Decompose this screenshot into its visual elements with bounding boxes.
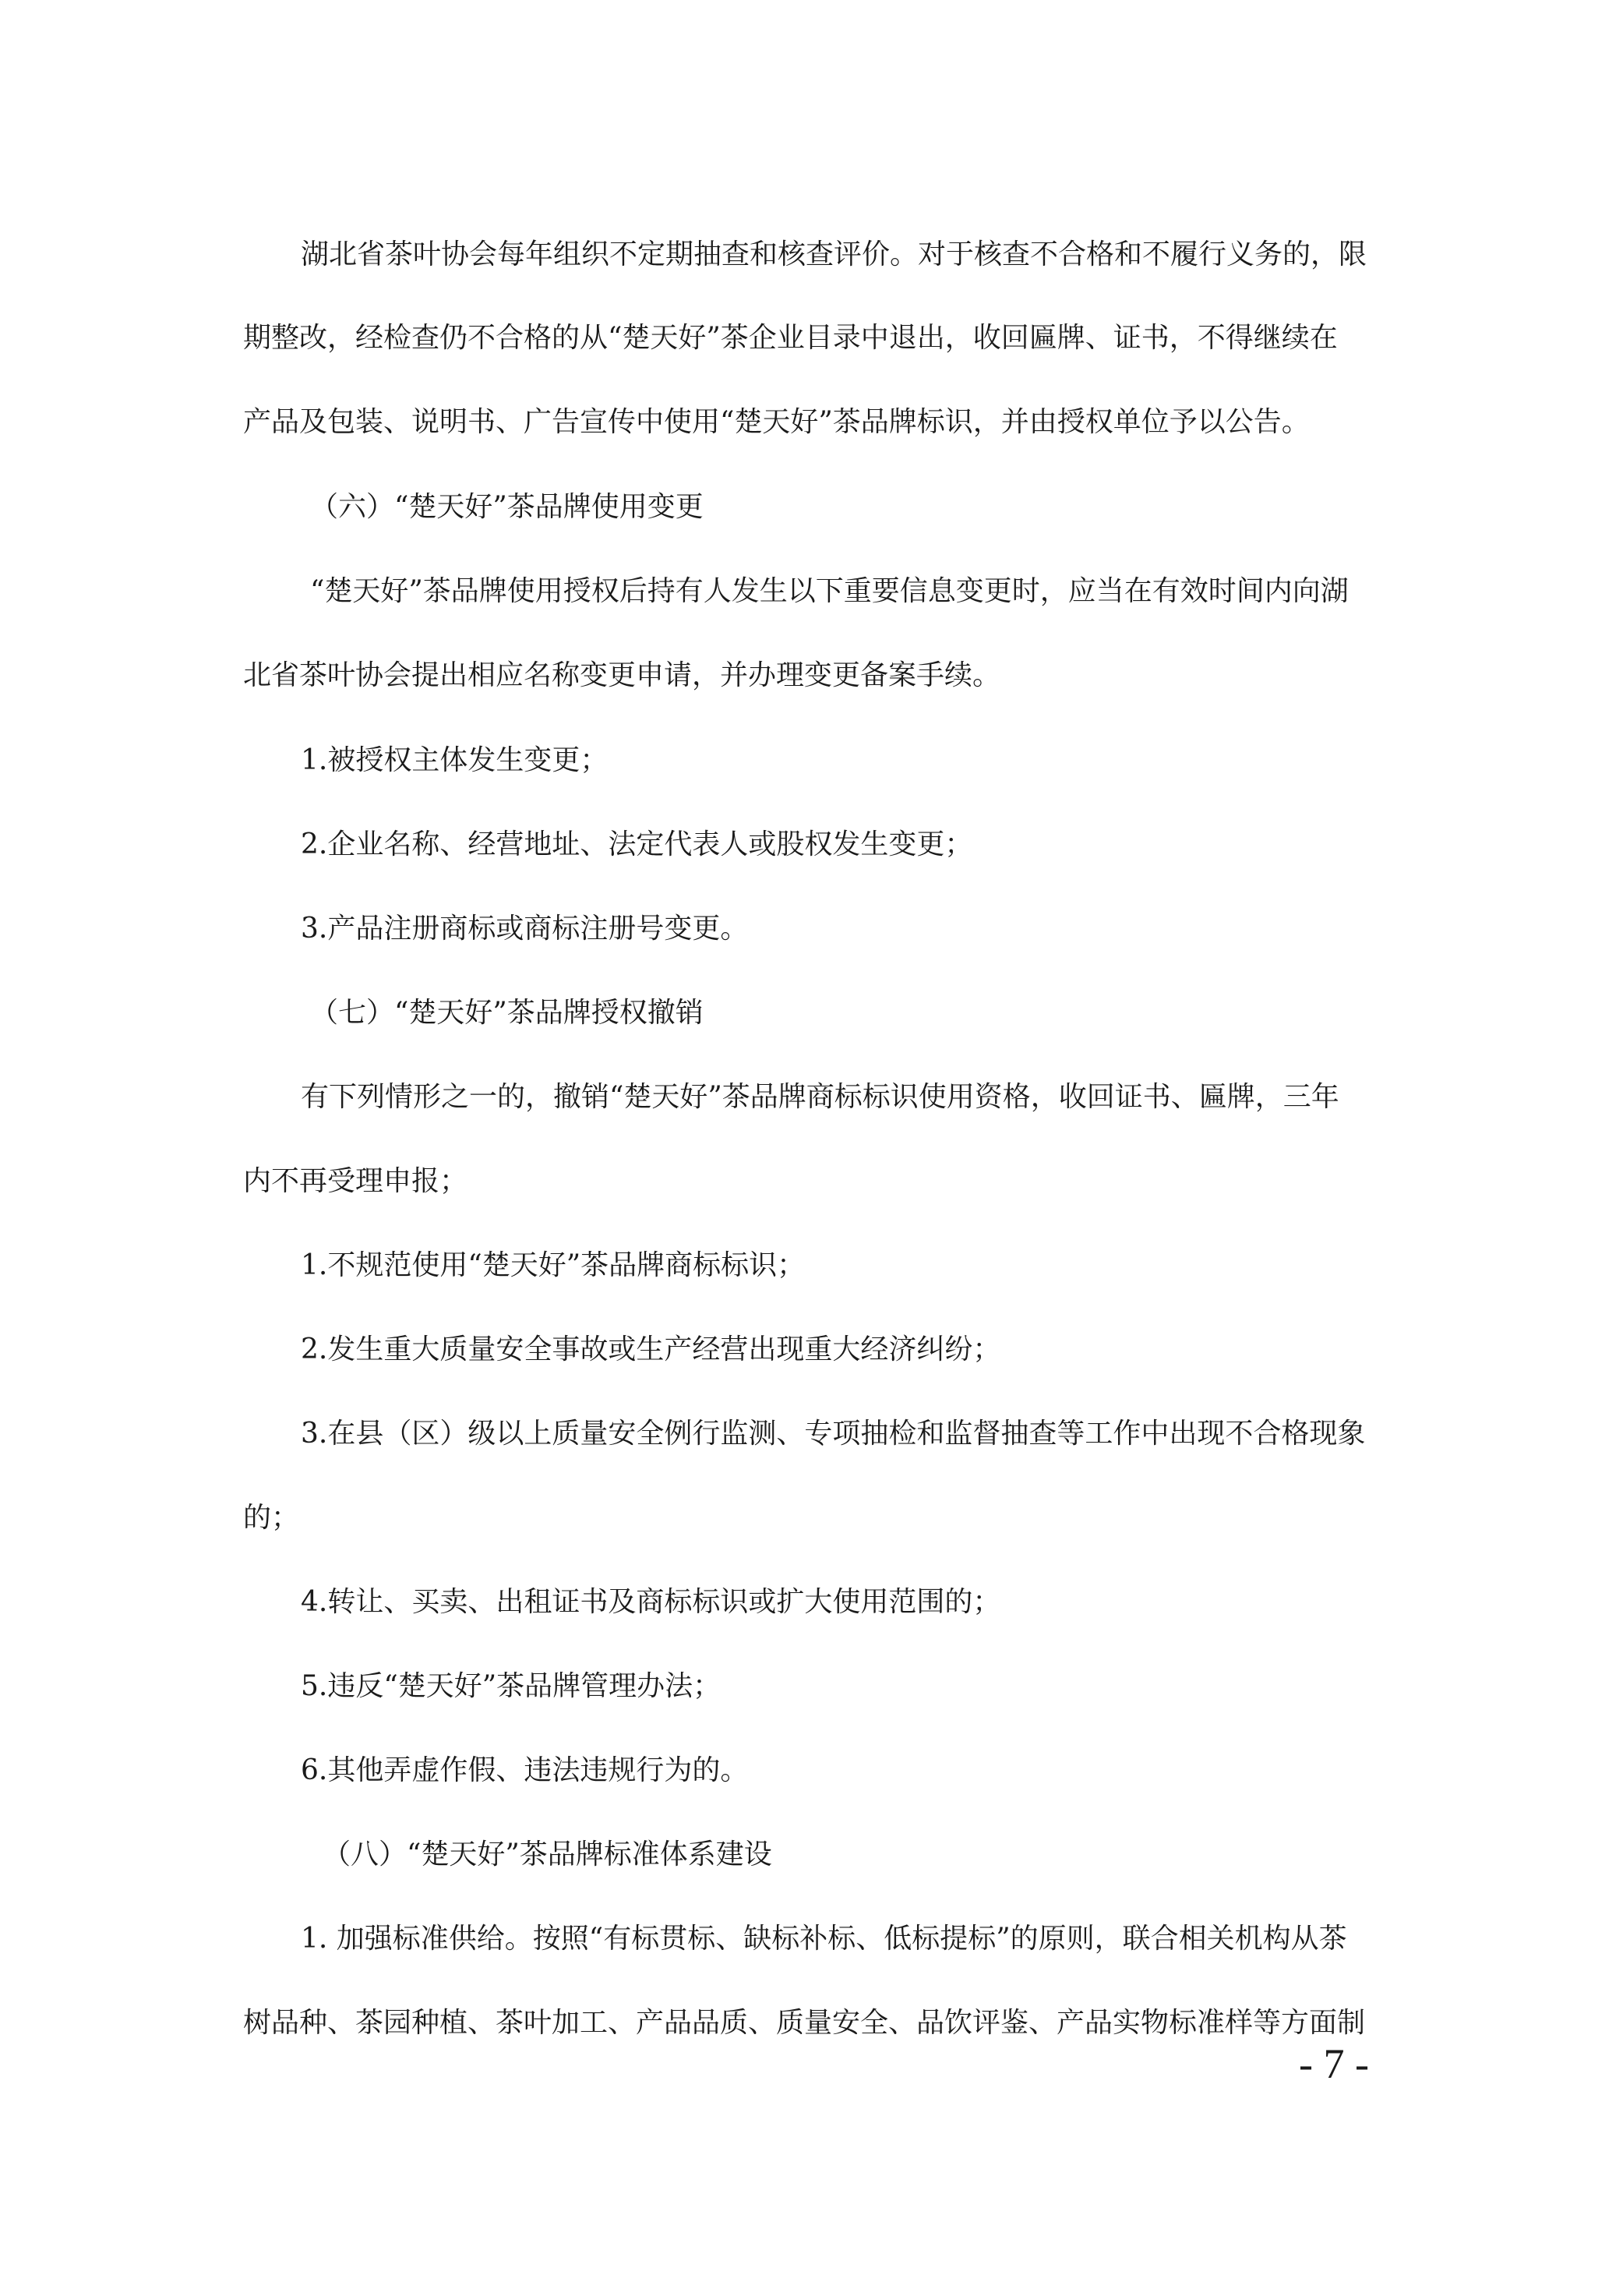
list-item: 2.发生重大质量安全事故或生产经营出现重大经济纠纷；	[301, 1333, 1001, 1365]
paragraph-line: “楚天好”茶品牌使用授权后持有人发生以下重要信息变更时，应当在有效时间内向湖	[310, 575, 1349, 607]
paragraph-line: 产品及包装、说明书、广告宣传中使用“楚天好”茶品牌标识，并由授权单位予以公告。	[243, 406, 1310, 438]
list-item: 1.被授权主体发生变更；	[301, 744, 609, 776]
paragraph-line: 北省茶叶协会提出相应名称变更申请，并办理变更备案手续。	[243, 659, 1001, 691]
paragraph-line: 有下列情形之一的，撤销“楚天好”茶品牌商标标识使用资格，收回证书、匾牌，三年	[301, 1081, 1339, 1113]
section-heading: （七）“楚天好”茶品牌授权撤销	[310, 997, 704, 1029]
page-number: - 7 -	[1299, 2040, 1369, 2087]
list-item: 6.其他弄虚作假、违法违规行为的。	[301, 1754, 749, 1786]
list-item: 4.转让、买卖、出租证书及商标标识或扩大使用范围的；	[301, 1586, 1001, 1618]
paragraph-line: 湖北省茶叶协会每年组织不定期抽查和核查评价。对于核查不合格和不履行义务的，限	[301, 238, 1367, 270]
paragraph-line: 内不再受理申报；	[243, 1165, 468, 1197]
list-item: 3.在县（区）级以上质量安全例行监测、专项抽检和监督抽查等工作中出现不合格现象	[301, 1418, 1366, 1450]
list-item: 1.不规范使用“楚天好”茶品牌商标标识；	[301, 1249, 806, 1281]
section-heading: （八）“楚天好”茶品牌标准体系建设	[323, 1839, 772, 1870]
list-item: 5.违反“楚天好”茶品牌管理办法；	[301, 1670, 722, 1702]
paragraph-line: 期整改，经检查仍不合格的从“楚天好”茶企业目录中退出，收回匾牌、证书，不得继续在	[243, 322, 1338, 354]
section-heading: （六）“楚天好”茶品牌使用变更	[310, 491, 704, 523]
list-item: 2.企业名称、经营地址、法定代表人或股权发生变更；	[301, 828, 973, 860]
paragraph-line: 1. 加强标准供给。按照“有标贯标、缺标补标、低标提标”的原则，联合相关机构从茶	[301, 1923, 1347, 1955]
list-item: 3.产品注册商标或商标注册号变更。	[301, 913, 749, 945]
paragraph-line: 树品种、茶园种植、茶叶加工、产品品质、质量安全、品饮评鉴、产品实物标准样等方面制	[243, 2007, 1366, 2039]
list-item-continuation: 的；	[243, 1502, 300, 1534]
